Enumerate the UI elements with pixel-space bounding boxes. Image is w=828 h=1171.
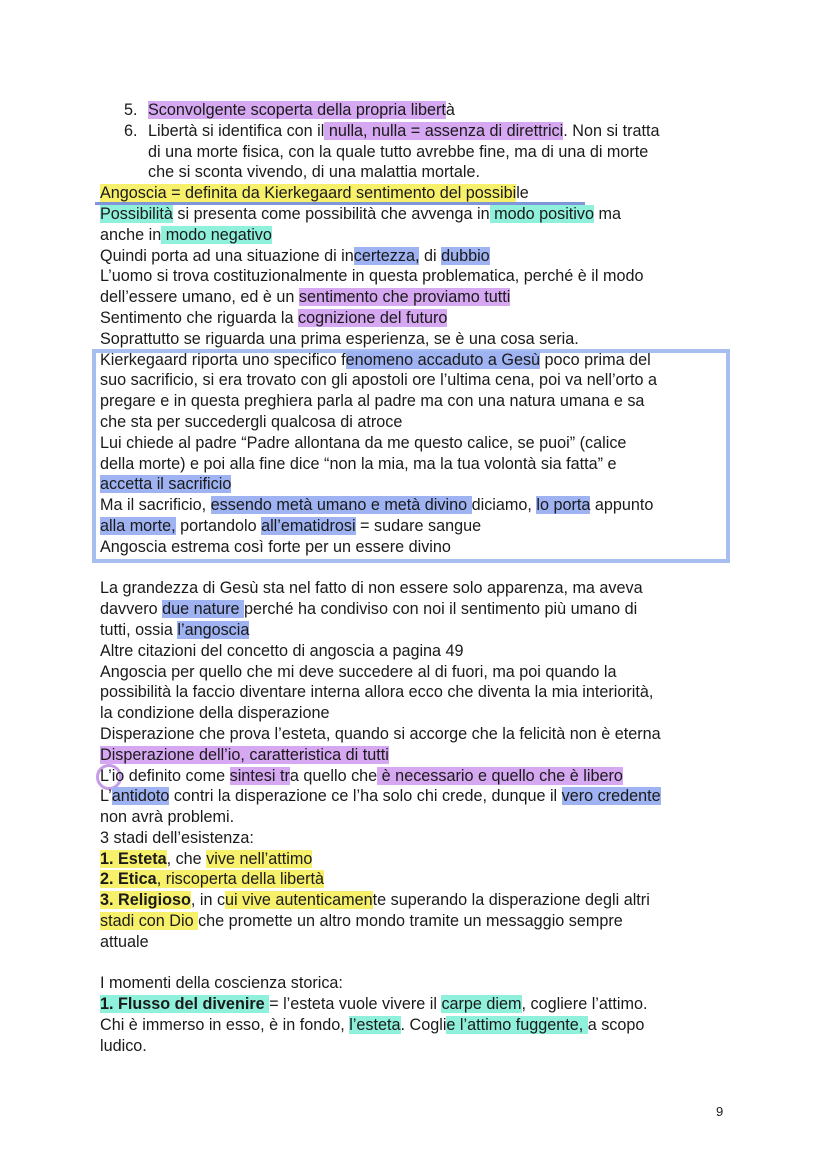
highlighted-text: vive nell’attimo (206, 849, 313, 868)
text-line (100, 703, 740, 724)
text-run: L’ (100, 787, 112, 806)
highlighted-text: sentimento che proviamo tutti (298, 288, 511, 307)
highlighted-text: 1. Flusso del divenire (100, 995, 270, 1014)
highlighted-text: all’ematidrosi (261, 516, 356, 535)
text-run: Quindi porta ad una situazione di in (100, 246, 354, 265)
text-run: davvero (100, 600, 163, 619)
text-line (100, 433, 740, 454)
text-run: a quello che (289, 766, 378, 785)
highlighted-text: essendo metà umano e metà divino (210, 496, 472, 515)
highlighted-text: modo negativo (161, 225, 272, 244)
text-line (100, 786, 740, 807)
text-line (100, 641, 740, 662)
text-line (100, 204, 740, 225)
text-line (100, 1015, 740, 1036)
highlighted-text: antidoto (111, 787, 170, 806)
highlighted-text: 1. Esteta (100, 849, 167, 868)
text-line (100, 724, 740, 745)
highlighted-text: l’esteta (349, 1016, 401, 1035)
text-run: . Cogli (400, 1016, 447, 1035)
highlighted-text: cognizione del futuro (297, 308, 448, 327)
text-run: Angoscia per quello che mi deve succedere al di fuori, ma poi quando la (100, 662, 617, 681)
text-run: Kierkegaard riporta uno specifico f (100, 350, 346, 369)
highlighted-text: lo porta (536, 496, 591, 515)
highlighted-text: carpe diem (441, 995, 522, 1014)
text-line (100, 537, 740, 558)
text-run: la condizione della disperazione (100, 704, 330, 723)
text-line (100, 287, 740, 308)
text-line (100, 350, 740, 371)
text-run: La grandezza di Gesù sta nel fatto di non essere solo apparenza, ma aveva (100, 579, 643, 598)
blank-line (100, 953, 740, 974)
text-line (100, 454, 740, 475)
text-run: della morte) e poi alla fine dice “non la mia, ma la tua volontà sia fatta” e (100, 454, 617, 473)
text-run: , in c (190, 891, 226, 910)
text-run: Disperazione che prova l’esteta, quando si accorge che la felicità non è eterna (100, 724, 661, 743)
highlighted-text: ui vive autenticamen (225, 891, 373, 910)
text-run: si presenta come possibilità che avvenga in (172, 204, 490, 223)
text-line (100, 391, 740, 412)
text-line (100, 246, 740, 267)
highlighted-text: accetta il sacrificio (100, 475, 232, 494)
text-run: pregare e in questa preghiera parla al padre ma con una natura umana e sa (100, 392, 645, 411)
text-run: Angoscia estrema così forte per un essere divino (100, 537, 451, 556)
text-line (100, 225, 740, 246)
text-run: à (445, 101, 455, 119)
text-line (100, 766, 740, 787)
highlighted-text: enomeno accaduto a Gesù (345, 350, 541, 369)
text-line (100, 932, 740, 953)
text-run: L’uomo si trova costituzionalmente in questa problematica, perché è il modo (100, 267, 644, 286)
text-run: ludico. (100, 1036, 147, 1055)
text-run: suo sacrificio, si era trovato con gli apostoli ore l’ultima cena, poi va nell’orto a (100, 371, 657, 390)
text-run: di (419, 246, 442, 265)
highlighted-text: l’angoscia (177, 620, 250, 639)
text-run: , cogliere l’attimo. (521, 995, 648, 1014)
blank-line (100, 558, 740, 579)
highlighted-text: Disperazione dell’io, caratteristica di tutti (100, 745, 389, 764)
text-run: . Non si tratta (563, 121, 660, 140)
document-body (100, 100, 740, 1057)
text-line (100, 973, 740, 994)
text-line (100, 890, 740, 911)
text-line (100, 828, 740, 849)
text-run: contri la disperazione ce l’ha solo chi crede, dunque il (169, 787, 562, 806)
text-run: Ma il sacrificio, (100, 496, 211, 515)
text-run: , che (166, 849, 207, 868)
highlighted-text: nulla, nulla = assenza di direttrici (324, 121, 564, 140)
list-number: 6. (124, 121, 138, 140)
text-line (100, 578, 740, 599)
highlighted-text: 3. Religioso (100, 891, 191, 910)
text-run: Chi è immerso in esso, è in fondo, (100, 1016, 350, 1035)
highlighted-text: 2. Etica (100, 870, 157, 889)
highlighted-text: Possibilità (100, 204, 173, 223)
list-number: 5. (124, 101, 138, 119)
text-run: diciamo, (471, 496, 537, 515)
text-run: Lui chiede al padre “Padre allontana da me questo calice, se puoi” (calice (100, 433, 627, 452)
text-run: te superando la disperazione degli altri (372, 891, 650, 910)
text-line (100, 495, 740, 516)
numbered-list-item (100, 100, 740, 121)
text-line (100, 662, 740, 683)
highlighted-text: sintesi tr (229, 766, 290, 785)
text-line (100, 266, 740, 287)
text-line (100, 183, 740, 204)
highlighted-text: stadi con Dio (100, 912, 199, 931)
highlighted-text: Angoscia = definita da Kierkegaard sentimento del possibi (100, 184, 517, 203)
text-line (100, 599, 740, 620)
text-run: che si sconta vivendo, di una malattia mortale. (148, 163, 481, 182)
highlighted-text: , riscoperta della libertà (156, 870, 325, 889)
text-run: perché ha condiviso con noi il sentimento più umano di (244, 600, 638, 619)
text-run: di una morte fisica, con la quale tutto avrebbe fine, ma di una di morte (148, 142, 649, 161)
text-line (100, 911, 740, 932)
text-run: = sudare sangue (355, 516, 482, 535)
highlighted-text: alla morte, (100, 516, 176, 535)
text-run: I momenti della coscienza storica: (100, 974, 343, 993)
text-run: attuale (100, 932, 149, 951)
highlighted-text: e l’attimo fuggente, (446, 1016, 588, 1035)
highlighted-text: certezza, (353, 246, 420, 265)
text-run: dell’essere umano, ed è un (100, 288, 299, 307)
text-line (100, 329, 740, 350)
text-run: tutti, ossia (100, 620, 178, 639)
text-line (100, 308, 740, 329)
text-run: che promette un altro mondo tramite un messaggio sempre (198, 912, 623, 931)
text-run: le (516, 184, 529, 203)
text-run: anche in (100, 225, 162, 244)
text-run: ma (594, 204, 621, 223)
text-run: L’io definito come (100, 766, 230, 785)
text-line (100, 807, 740, 828)
text-line (100, 682, 740, 703)
text-line (100, 745, 740, 766)
text-run: Soprattutto se riguarda una prima esperienza, se è una cosa seria. (100, 329, 579, 348)
text-line (100, 516, 740, 537)
highlighted-text: Sconvolgente scoperta della propria libert (148, 101, 446, 119)
text-line (100, 474, 740, 495)
highlighted-text: modo positivo (489, 204, 594, 223)
text-line (100, 412, 740, 433)
text-run: possibilità la faccio diventare interna allora ecco che diventa la mia interiorità, (100, 683, 654, 702)
text-run: Sentimento che riguarda la (100, 308, 298, 327)
text-line (100, 370, 740, 391)
text-line (100, 162, 740, 183)
text-run: portandolo (175, 516, 262, 535)
highlighted-text: dubbio (441, 246, 490, 265)
text-run: non avrà problemi. (100, 808, 235, 827)
text-run: Altre citazioni del concetto di angoscia a pagina 49 (100, 641, 464, 660)
text-run: Libertà si identifica con il (148, 121, 325, 140)
text-line (100, 994, 740, 1015)
page-number: 9 (716, 1104, 724, 1119)
numbered-list-item (100, 121, 740, 142)
text-line (100, 849, 740, 870)
text-line (100, 1036, 740, 1057)
text-line (100, 620, 740, 641)
text-line (100, 869, 740, 890)
highlighted-text: vero credente (561, 787, 661, 806)
text-line (100, 142, 740, 163)
highlighted-text: è necessario e quello che è libero (377, 766, 623, 785)
text-run: che sta per succedergli qualcosa di atroce (100, 412, 403, 431)
text-run: 3 stadi dell’esistenza: (100, 828, 254, 847)
text-run: a scopo (587, 1016, 645, 1035)
highlighted-text: due nature (162, 600, 244, 619)
text-run: appunto (590, 496, 654, 515)
text-run: = l’esteta vuole vivere il (269, 995, 442, 1014)
text-run: poco prima del (540, 350, 651, 369)
